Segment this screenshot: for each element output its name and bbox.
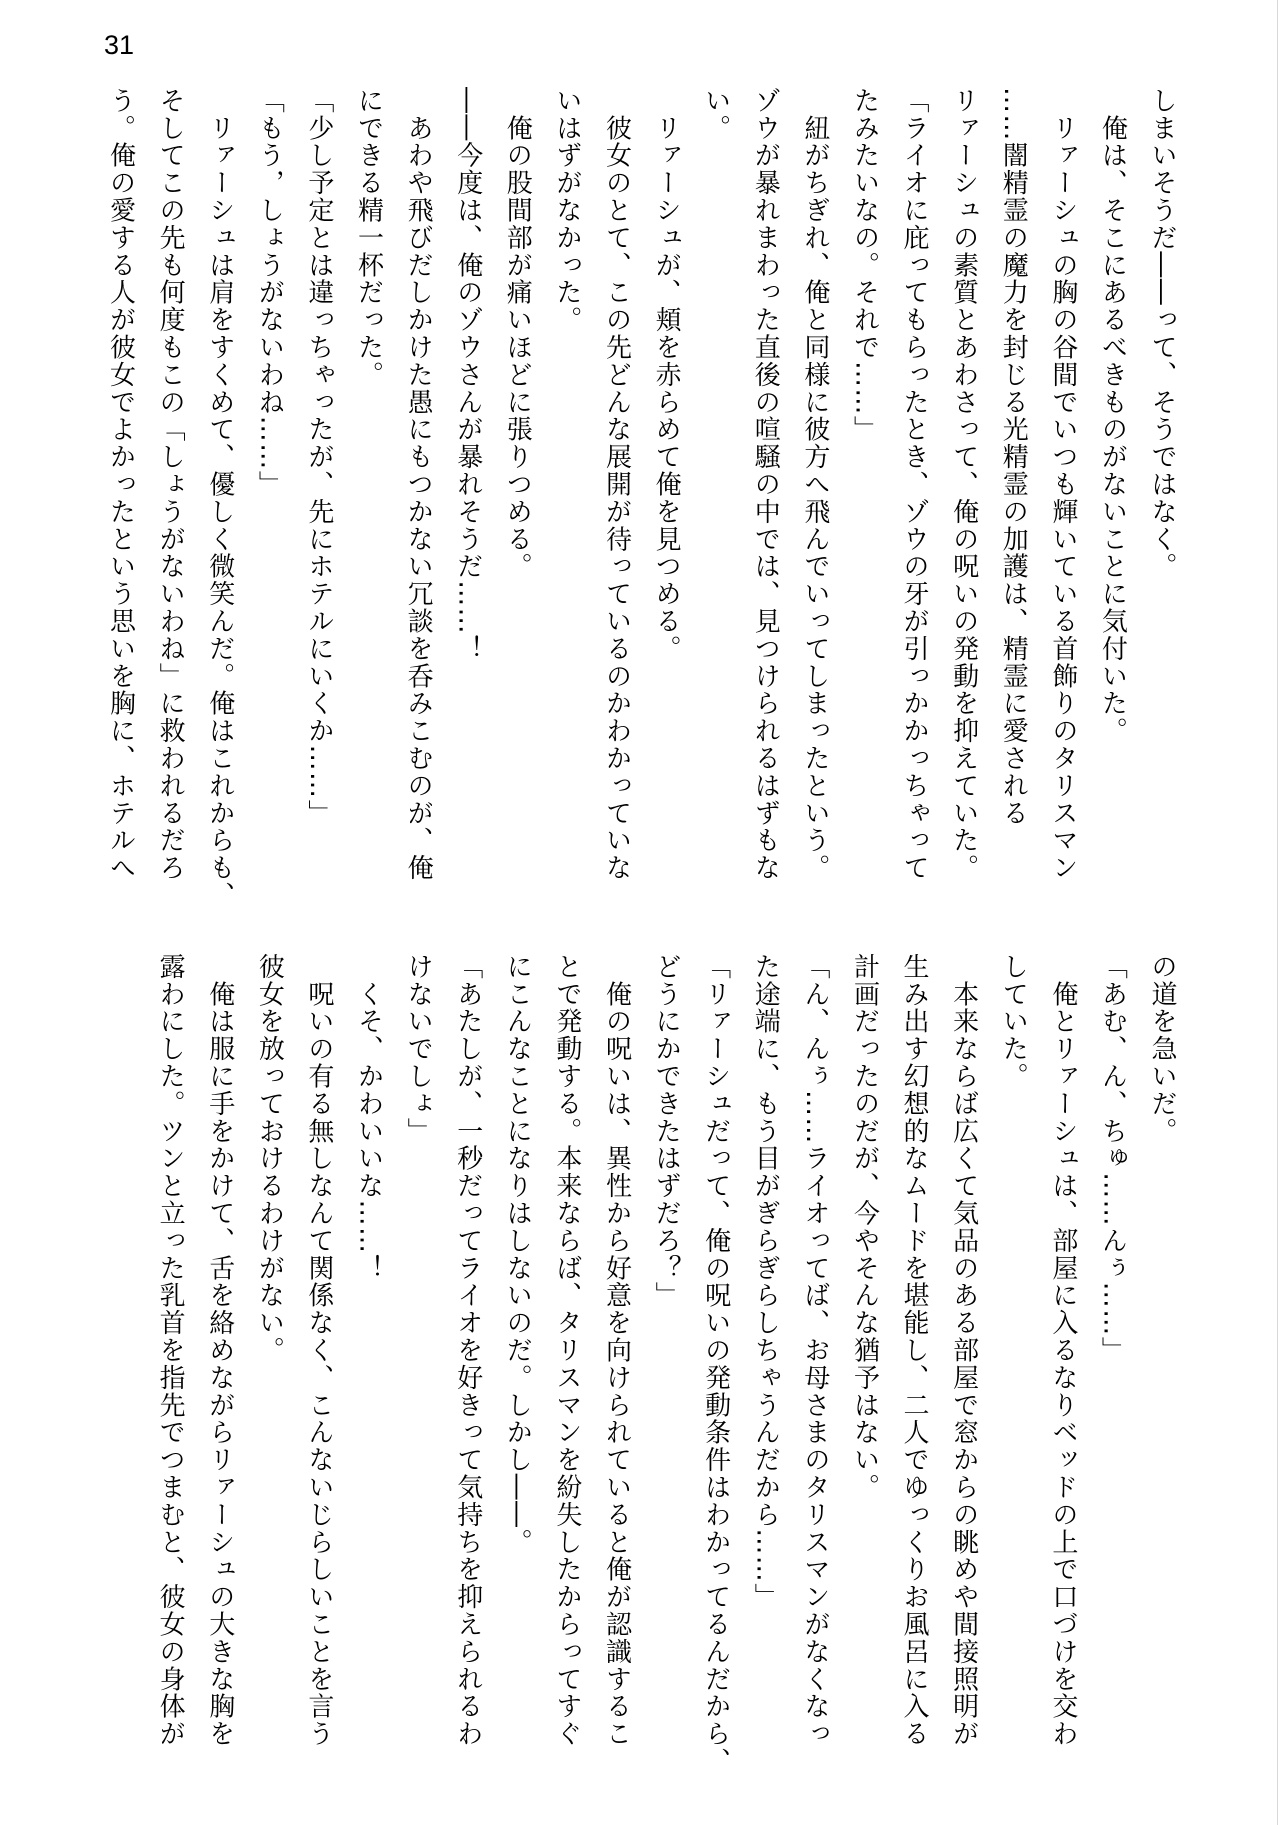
text-line: ――今度は、俺のゾウさんが暴れそうだ……！ [452, 87, 483, 663]
text-line: 俺の股間部が痛いほどに張りつめる。 [502, 87, 533, 581]
text-line: くそ、かわいいな……！ [353, 953, 384, 1282]
text-line: ゾウが暴れまわった直後の喧騒の中では、見つけられるはずもな [750, 87, 781, 882]
text-line: 「リァーシュだって、俺の呪いの発動条件はわかってるんだから、 [700, 953, 731, 1775]
text-line: い。 [700, 87, 731, 142]
text-line: しまいそうだ――って、そうではなく。 [1147, 87, 1177, 581]
text-line: 呪いの有る無しなんて関係なく、こんないじらしいことを言う [303, 953, 334, 1748]
text-line: た途端に、もう目がぎらぎらしちゃうんだから……」 [750, 953, 781, 1611]
text-line: 「あたしが、一秒だってライオを好きって気持ちを抑えられるわ [452, 953, 483, 1748]
text-block-bottom [94, 953, 1186, 1775]
text-line: たみたいなの。それで……」 [849, 87, 880, 444]
page-edge-divider [1277, 0, 1278, 1825]
text-line: にできる精一杯だった。 [353, 87, 384, 389]
text-line: ……闇精霊の魔力を封じる光精霊の加護は、精霊に愛される [998, 87, 1029, 827]
text-line: していた。 [998, 953, 1029, 1090]
text-line: どうにかできたはずだろ？」 [651, 953, 682, 1310]
text-line: 「ん、んぅ……ライオってば、お母さまのタリスマンがなくなっ [799, 953, 830, 1748]
text-line: う。俺の愛する人が彼女でよかったという思いを胸に、ホテルへ [105, 87, 136, 882]
text-line: いはずがなかった。 [551, 87, 582, 334]
text-line: リァーシュの胸の谷間でいつも輝いている首飾りのタリスマン [1047, 87, 1078, 882]
text-line: とで発動する。本来ならば、タリスマンを紛失したからってすぐ [551, 953, 582, 1748]
text-line: 「もう，しょうがないわね……」 [254, 87, 285, 498]
text-line: 彼女を放っておけるわけがない。 [254, 953, 285, 1364]
text-line: 紐がちぎれ、俺と同様に彼方へ飛んでいってしまったという。 [799, 87, 830, 882]
text-line: リァーシュは肩をすくめて、優しく微笑んだ。俺はこれからも、 [204, 87, 235, 909]
text-block-top [94, 87, 1186, 909]
text-line: 露わにした。ツンと立った乳首を指先でつまむと、彼女の身体が [155, 953, 186, 1748]
text-line: 「ライオに庇ってもらったとき、ゾウの牙が引っかかっちゃって [899, 87, 930, 882]
text-line: 俺とリァーシュは、部屋に入るなりベッドの上で口づけを交わ [1047, 953, 1078, 1748]
text-line: 計画だったのだが、今やそんな猶予はない。 [849, 953, 880, 1501]
text-line: リァーシュの素質とあわさって、俺の呪いの発動を抑えていた。 [948, 87, 979, 882]
text-line: 俺は、そこにあるべきものがないことに気付いた。 [1097, 87, 1128, 745]
text-line: あわや飛びだしかけた愚にもつかない冗談を呑みこむのが、俺 [403, 87, 434, 882]
page-number: 31 [104, 30, 135, 60]
text-line: けないでしょ」 [403, 953, 434, 1145]
text-line: 「あむ、ん、ちゅ……んぅ……」 [1097, 953, 1128, 1364]
text-line: 俺は服に手をかけて、舌を絡めながらリァーシュの大きな胸を [204, 953, 235, 1748]
text-line: リァーシュが、頬を赤らめて俺を見つめる。 [651, 87, 682, 663]
text-line: 彼女のとて、この先どんな展開が待っているのかわかっていな [601, 87, 632, 882]
text-line: にこんなことになりはしないのだ。しかし――。 [502, 953, 533, 1556]
text-line: そしてこの先も何度もこの「しょうがないわね」に救われるだろ [155, 87, 186, 882]
text-line: 俺の呪いは、異性から好意を向けられていると俺が認識するこ [601, 953, 632, 1748]
text-line: の道を急いだ。 [1147, 953, 1177, 1145]
text-line: 本来ならば広くて気品のある部屋で窓からの眺めや間接照明が [948, 953, 979, 1748]
text-line: 「少し予定とは違っちゃったが、先にホテルにいくか……」 [303, 87, 334, 827]
text-line: 生み出す幻想的なムードを堪能し、二人でゆっくりお風呂に入る [899, 953, 930, 1748]
